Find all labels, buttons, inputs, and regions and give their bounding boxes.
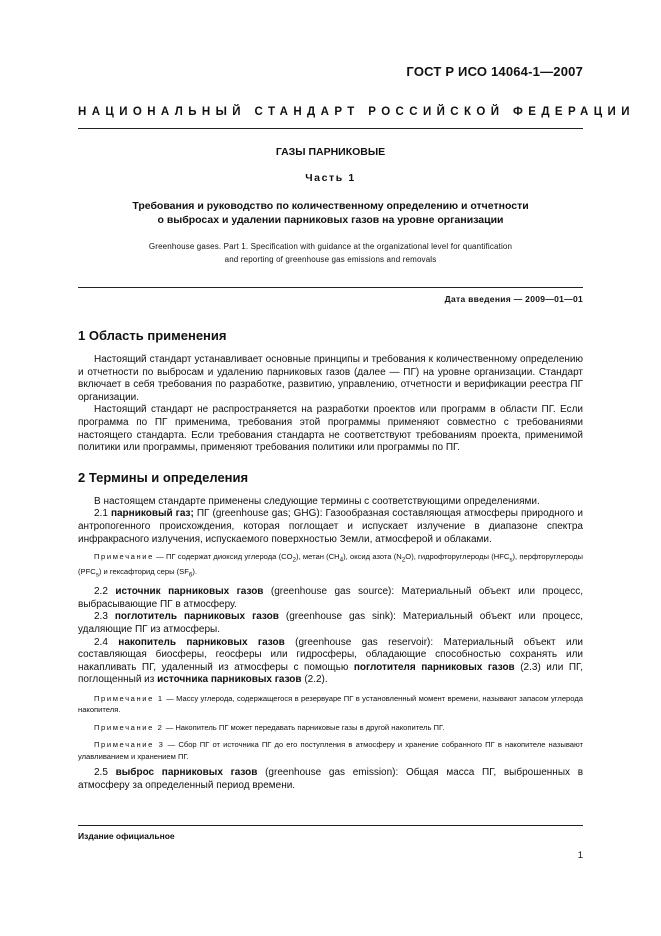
note-label: Примечание 3 [94, 740, 165, 750]
title-en-line1: Greenhouse gases. Part 1. Specification with guidance at the organizational level for quantification [148, 242, 513, 251]
document-body [78, 327, 583, 793]
section2-intro: В настоящем стандарте применены следующие термины с соответствующими определениями. [94, 495, 540, 507]
middle-divider [78, 287, 583, 288]
gost-code: ГОСТ Р ИСО 14064-1—2007 [406, 64, 583, 79]
title-en-line2: and reporting of greenhouse gas emissions and removals [224, 255, 437, 264]
term-2-3 [78, 611, 583, 636]
term-definition: (2.3) или ПГ, поглощенный из [78, 661, 583, 686]
title-part: Часть 1 [305, 172, 356, 184]
title-req-line1: Требования и руководство по количественному определению и отчетности [132, 200, 529, 212]
term-number: 2.4 [94, 636, 108, 648]
subscript: s [95, 571, 99, 579]
term-definition: (2.2). [301, 674, 328, 686]
section1-heading: 1 Область применения [78, 328, 227, 343]
bottom-divider [78, 825, 583, 826]
term-2-5 [78, 767, 583, 792]
term-definition: (greenhouse gas reservoir): Материальный объект или составляющая биосферы, геосферы или гидросферы, обладающие способностью сохранять или накапливать ПГ, удаленный из атмосферы с помощью [78, 636, 584, 673]
term-2-4 [78, 637, 583, 687]
term-definition: ПГ (greenhouse gas; GHG): Газообразная составляющая атмосферы природного и антропогенного происхождения, которая поглощает и испускает излучение в диапазоне спектра инфракрасного излучения, испускаемого поверхностью Земли, атмосферой и облаками. [78, 508, 583, 545]
term-number: 2.5 [94, 767, 108, 779]
term-name: источник парниковых газов [115, 586, 264, 598]
page-number: 1 [577, 850, 583, 861]
note-text: ). [192, 567, 198, 577]
term-number: 2.2 [94, 586, 108, 598]
note-text: — Накопитель ПГ может передавать парниковые газы в другой накопитель ПГ. [163, 722, 445, 732]
note-text: ), перфторуглероды (PFC [78, 552, 583, 577]
term-number: 2.1 [94, 508, 108, 520]
term-number: 2.3 [94, 611, 108, 623]
note-label: Примечание 2 [94, 722, 164, 732]
term-name: парниковый газ; [110, 508, 194, 520]
title-gases: ГАЗЫ ПАРНИКОВЫЕ [275, 146, 386, 158]
note-2-4-1 [78, 693, 583, 716]
term-definition: (greenhouse gas sink): Материальный объект или процесс, удаляющие ПГ из атмосферы. [78, 611, 583, 635]
subscript: 6 [188, 571, 193, 579]
title-req-line2: о выбросах и удалении парниковых газов на уровне организации [157, 214, 504, 226]
note-text: ) и гексафторид серы (SF [98, 567, 189, 577]
title-requirements [78, 199, 583, 227]
subscript: 2 [292, 556, 297, 564]
note-text: — Сбор ПГ от источника ПГ до его поступления в атмосферу и хранение собранного ПГ в накопителе называют улавливанием и хранением ПГ. [78, 740, 583, 761]
term-definition: (greenhouse gas source): Материальный объект или процесс, выбрасывающие ПГ в атмосферу. [78, 586, 584, 610]
note-text: — ПГ содержат диоксид углерода (CO [153, 552, 293, 562]
term-name: поглотитель парниковых газов [114, 611, 279, 623]
note-2-1 [78, 551, 583, 581]
section2-heading: 2 Термины и определения [78, 469, 249, 485]
term-definition: (greenhouse gas emission): Общая масса ПГ, выброшенных в атмосферу за определенный период времени. [78, 767, 584, 791]
note-label: Примечание 1 [94, 693, 164, 703]
section1-para1: Настоящий стандарт устанавливает основные принципы и требования к количественному определению и отчетности по выбросам и удалению парниковых газов (далее — ПГ) на уровне организации. Стандарт включает в себя требования по разработке, развитию, управлению, отчетности и верификации реестра ПГ организации. [78, 354, 583, 403]
term-name: выброс парниковых газов [115, 767, 258, 779]
term-name: накопитель парниковых газов [118, 636, 285, 648]
note-2-4-2 [78, 722, 583, 734]
note-text: — Массу углерода, содержащегося в резервуаре ПГ в установленный момент времени, называют запасом углерода накопителя. [78, 693, 583, 715]
note-text: ), оксид азота (N [343, 552, 402, 562]
section1-para2: Настоящий стандарт не распространяется на разработки проектов или программ в области ПГ. Если программа по ПГ применима, требования этой программы применяют совместно с требованиями настоящего стандарта. Если требования стандарта не соответствуют требованиям проекта, применимой политики или программы, применяют требования политики или программы по ПГ. [78, 404, 583, 454]
term-reference: поглотителя парниковых газов [353, 661, 515, 673]
introduction-date: Дата введения — 2009—01—01 [444, 294, 583, 304]
subscript: s [509, 556, 513, 564]
subscript: 2 [401, 556, 406, 564]
term-reference: источника парниковых газов [157, 674, 302, 686]
national-standard-banner: НАЦИОНАЛЬНЫЙ СТАНДАРТ РОССИЙСКОЙ ФЕДЕРАЦИИ [78, 106, 635, 118]
note-text: ), метан (CH [296, 552, 340, 562]
official-edition-label: Издание официальное [78, 831, 175, 841]
note-text: O), гидрофторуглероды (HFC [405, 552, 510, 562]
subscript: 4 [339, 556, 344, 564]
note-label: Примечание [94, 552, 154, 562]
top-divider [78, 128, 583, 129]
title-english [78, 240, 583, 266]
note-2-4-3 [78, 739, 583, 762]
term-2-2 [78, 586, 583, 611]
term-2-1 [78, 508, 583, 546]
